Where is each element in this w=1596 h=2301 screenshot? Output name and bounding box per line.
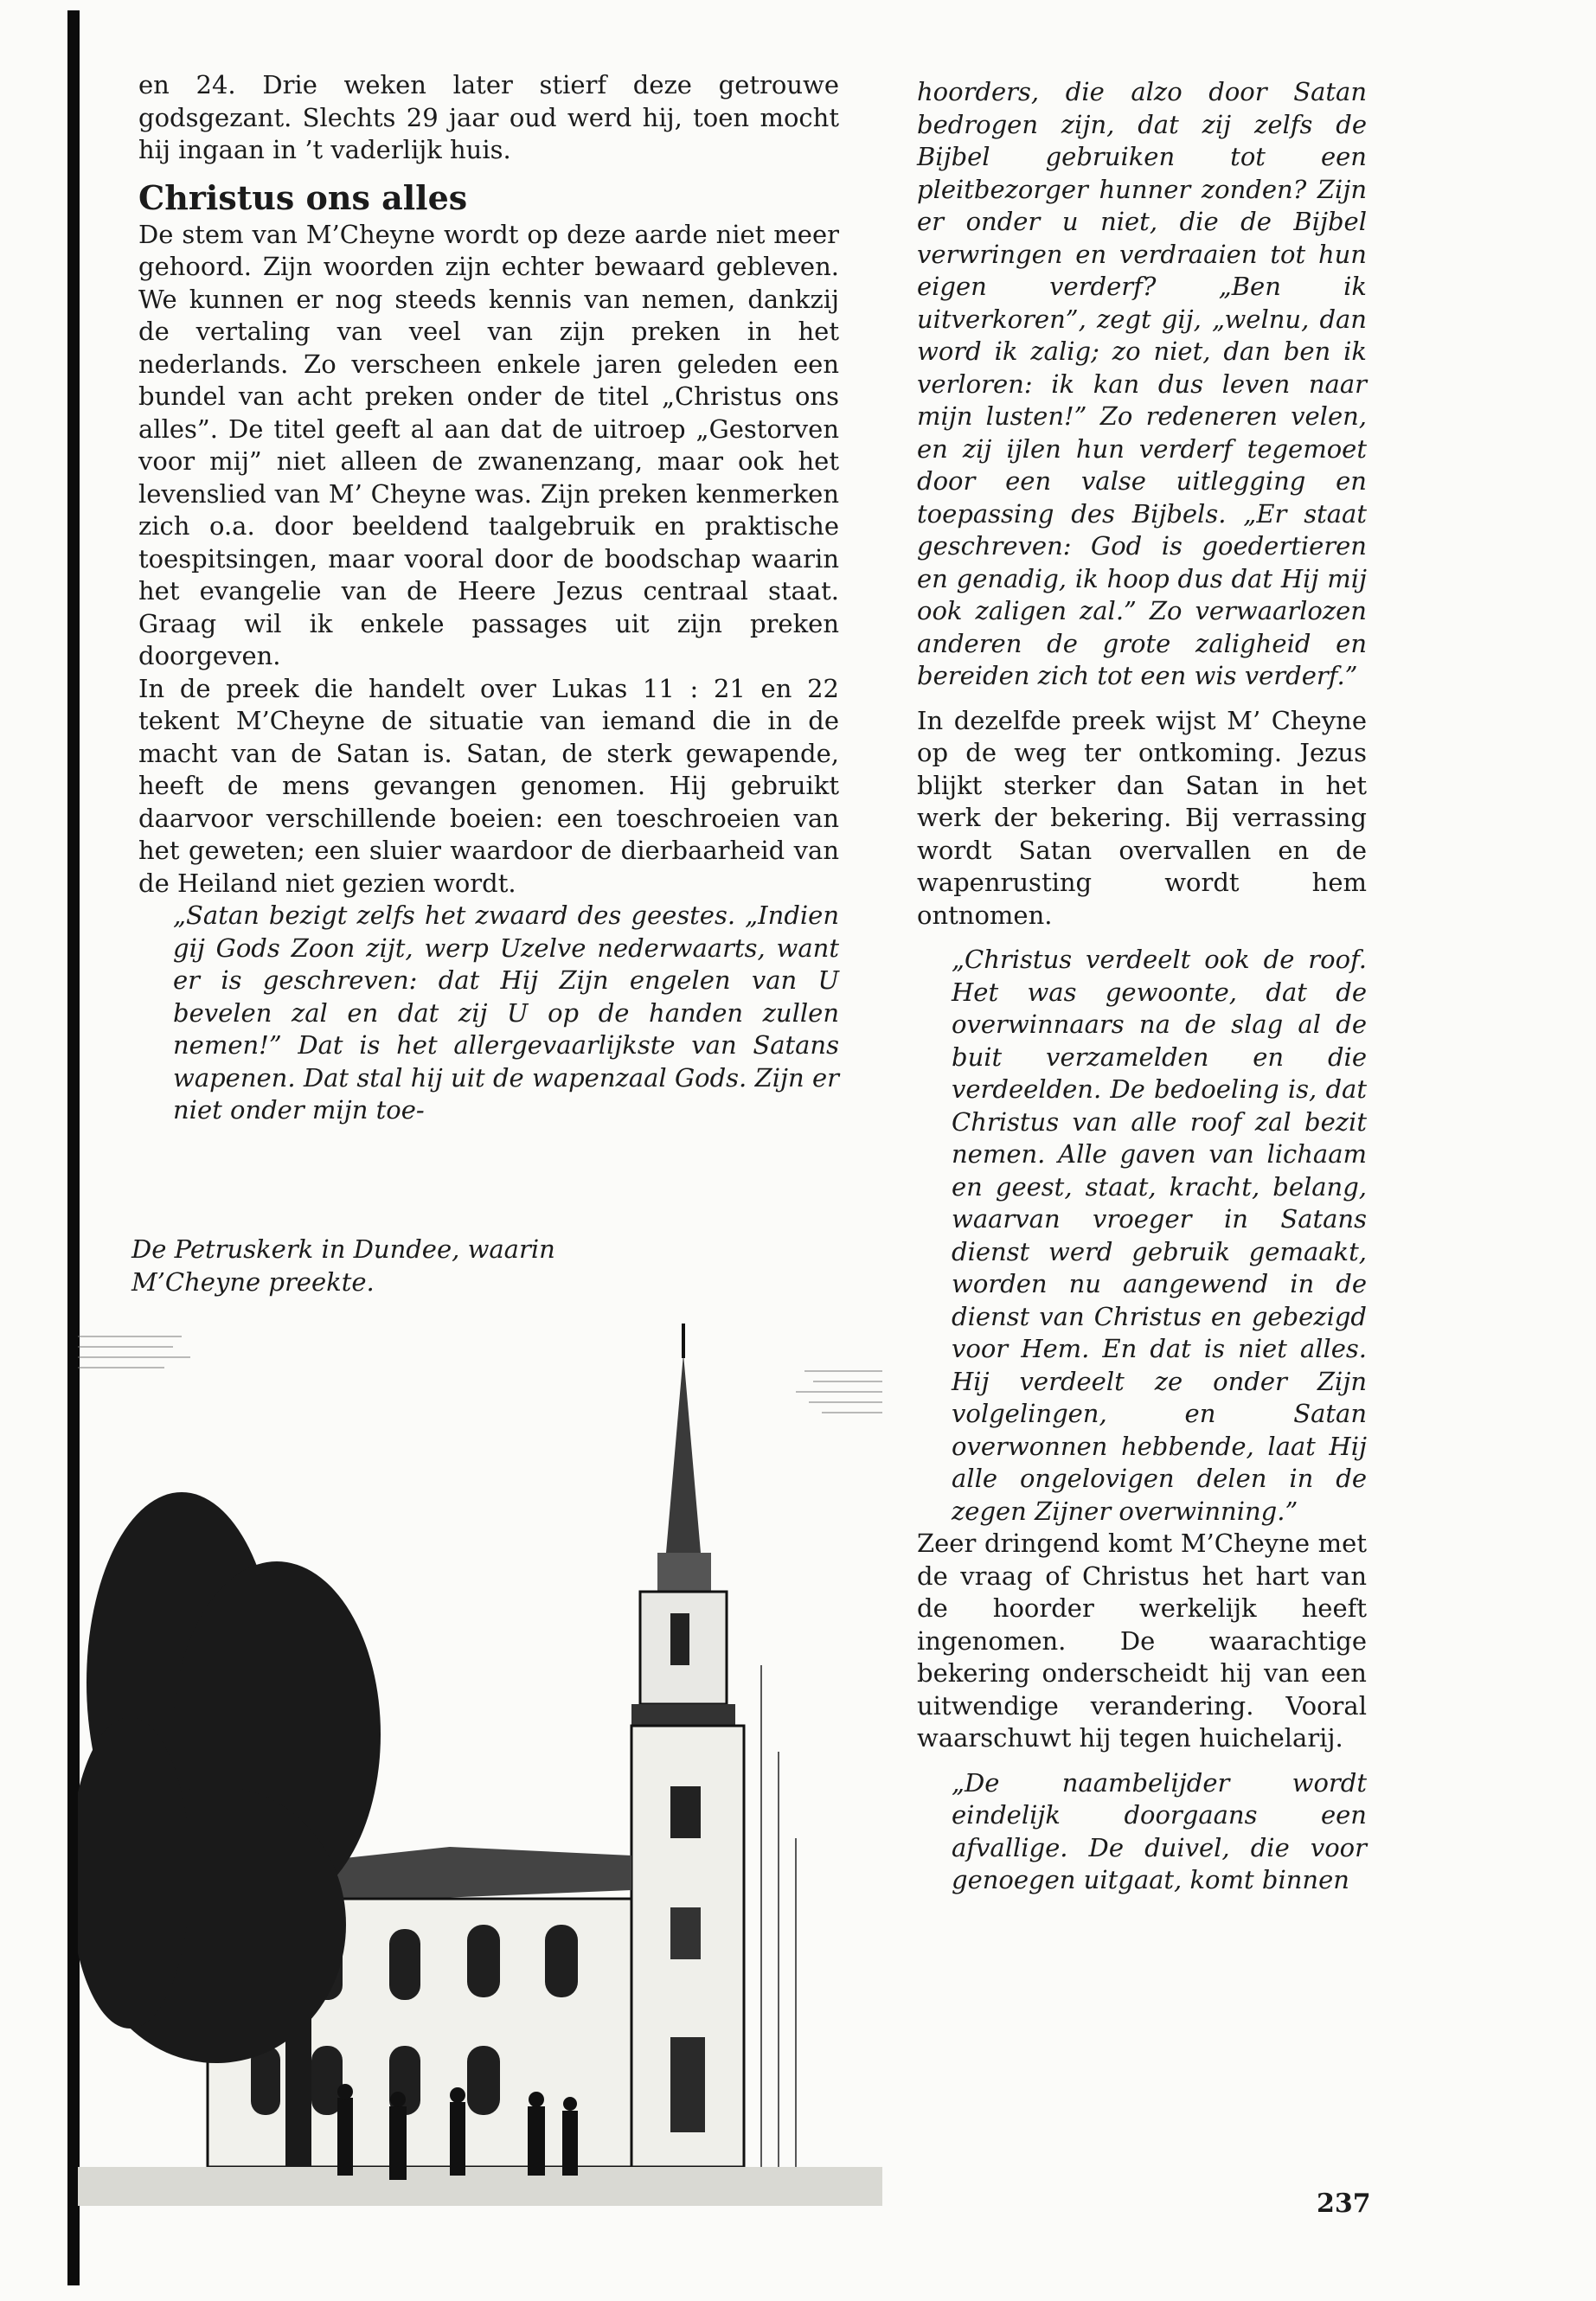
body-paragraph: De stem van M’Cheyne wordt op deze aarde niet meer gehoord. Zijn woorden zijn echter bewaard gebleven. We kunnen er nog steeds kennis van nemen, dankzij de vertaling van veel van zijn preken in het nederlands. Zo verscheen enkele jaren geleden een bundel van acht preken onder de titel „Christus ons alles”. De titel geeft al aan dat de uitroep „Gestorven voor mij” niet alleen de zwanenzang, maar ook het levenslied van M’ Cheyne was. Zijn preken kenmerken zich o.a. door beeldend taalgebruik en praktische toespitsingen, maar vooral door de boodschap waarin het evangelie van de Heere Jezus centraal staat. Graag wil ik enkele passages uit zijn preken doorgeven.	[138, 219, 839, 670]
quote-paragraph: „De naambelijder wordt eindelijk doorgaans een afvallige. De duivel, die voor genoegen uitgaat, komt binnen	[952, 1767, 1367, 1894]
page-number: 237	[1317, 2189, 1371, 2219]
figure-caption: De Petruskerk in Dundee, waarin M’Cheyne preekte.	[131, 1234, 555, 1297]
quote-paragraph: „Satan bezigt zelfs het zwaard des geestes. „Indien gij Gods Zoon zijt, werp Uzelve nederwaarts, want er is geschreven: dat Hij Zijn engelen van U bevelen zal en dat zij U op de handen zullen nemen!” Dat is het allergevaarlijkste van Satans wapenen. Dat stal hij uit de wapenzaal Gods. Zijn er niet onder mijn toe-	[173, 901, 839, 1125]
section-heading: Christus ons alles	[138, 177, 468, 217]
right-column	[917, 76, 1367, 1897]
spire	[631, 1324, 735, 1726]
quote-paragraph: „Christus verdeelt ook de roof. Het was gewoonte, dat de overwinnaars na de slag al de buit verzamelden en die verdeelden. De bedoeling is, dat Christus van alle roof zal bezit nemen. Alle gaven van lichaam en geest, staat, kracht, belang, waarvan vroeger in Satans dienst werd gebruik gemaakt, worden nu aangewend in de dienst van Christus en gebezigd voor Hem. En dat is niet alles. Hij verdeelt ze onder Zijn volgelingen, en Satan overwonnen hebbende, laat Hij alle ongelovigen delen in de zegen Zijner overwinning.”	[952, 945, 1367, 1526]
left-column	[138, 69, 839, 1127]
church-illustration	[78, 1319, 882, 2206]
body-paragraph: In dezelfde preek wijst M’ Cheyne op de weg ter ontkoming. Jezus blijkt sterker dan Satan in het werk der bekering. Bij verrassing wordt Satan overvallen en de wapenrusting wordt hem ontnomen.	[917, 705, 1367, 930]
body-paragraph: Zeer dringend komt M’Cheyne met de vraag of Christus het hart van de hoorder werkelijk heeft ingenomen. De waarachtige bekering onderscheidt hij van een uitwendige verandering. Vooral waarschuwt hij tegen huichelarij.	[917, 1529, 1367, 1753]
quote-continuation: hoorders, die alzo door Satan bedrogen zijn, dat zij zelfs de Bijbel gebruiken tot een pleitbezorger hunner zonden? Zijn er onder u niet, die de Bijbel verwringen en verdraaien tot hun eigen verderf? „Ben ik uitverkoren”, zegt gij, „welnu, dan word ik zalig; zo niet, dan ben ik verloren: ik kan dus leven naar mijn lusten!” Zo redeneren velen, en zij ijlen hun verderf tegemoet door een valse uitlegging en toepassing des Bijbels. „Er staat geschreven: God is goedertieren en genadig, ik hoop dus dat Hij mij ook zaligen zal.” Zo verwaarlozen anderen de grote zaligheid en bereiden zich tot een wis verderf.”	[917, 77, 1367, 690]
body-paragraph: In de preek die handelt over Lukas 11 : 21 en 22 tekent M’Cheyne de situatie van iemand die in de macht van de Satan is. Satan, de sterk gewapende, heeft de mens gevangen genomen. Hij gebruikt daarvoor verschillende boeien: een toeschroeien van het geweten; een sluier waardoor de dierbaarheid van de Heiland niet gezien wordt.	[138, 673, 839, 898]
intro-paragraph: en 24. Drie weken later stierf deze getrouwe godsgezant. Slechts 29 jaar oud werd hij, toen mocht hij ingaan in ’t vaderlijk huis.	[138, 70, 839, 164]
